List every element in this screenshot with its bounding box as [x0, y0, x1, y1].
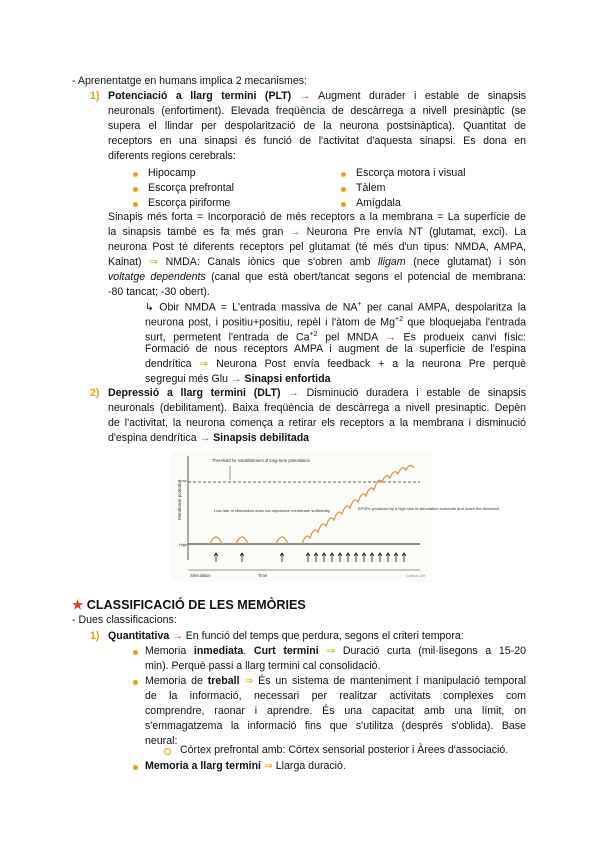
sub-line: neurona post, i positiu+positiu, repèl i l'àtom de $Mg^{+2}$ que bloquejaba l'entrada [145, 316, 526, 329]
bullet-icon [133, 650, 138, 655]
dlt-number: 2) [90, 387, 100, 399]
ltp-figure [170, 450, 500, 582]
para-line: neurona Post té diferents receptors pel glutamat (té més d'un tipus: NMDA, AMPA, [108, 241, 526, 253]
star-icon: ★ [72, 598, 84, 612]
bullet-icon [133, 765, 138, 770]
treball-sub: Córtex prefrontal amb: Córtex sensorial posterior i Àrees d'associació. [180, 744, 509, 756]
epsps-label: EPSPs produced by a high rate of stimulation summate and reach the threshold [358, 506, 500, 511]
dlt-line-4: d'espina dendrítica → Sinapsis debilitada [108, 432, 310, 444]
bullet-icon [133, 187, 138, 192]
dlt-line-1: Depressió a llarg termini (DLT) → Disminució duradera i estable de sinapsis [108, 387, 527, 399]
plt-line-1: Potenciació a llarg termini (PLT) → Augment durader i estable de sinapsis [108, 90, 527, 102]
stimulation-label: Stimulation [190, 573, 211, 578]
treball-line: comprendre, raonar i aprendre. És una capacitat amb una límit, on [145, 705, 526, 717]
para-line: la sinapsis també es fa més gran → Neurona Pre envía NT (glutamat, exci). La [108, 226, 526, 238]
quant-number: 1) [90, 630, 100, 642]
plt-line-2: neuronals (enfortiment). Elevada freqüència de descàrrega a nivell presinàptic (se [108, 105, 526, 117]
bullet-icon [341, 172, 346, 177]
para-line: Kainat) ⇒ NMDA: Canals iònics que s'obren amb lligam (nece glutamat) i són [108, 256, 526, 268]
sub-line: ↳ Obir NMDA = L'entrada massiva de NA+ per canal AMPA, despolaritza la [145, 301, 527, 314]
time-label: Time [258, 573, 268, 578]
bullet-icon [133, 680, 138, 685]
bullet-icon [133, 202, 138, 207]
plt-number: 1) [90, 90, 100, 102]
para-line: Sinapis més forta = Incorporació de més receptors a la membrana = La superfície de [108, 211, 526, 223]
sub-line: surt, permetent l'entrada de $Ca^{+2}$ pel MNDA → Es produeix canvi físic: [145, 331, 526, 344]
region-item: Amígdala [356, 197, 401, 209]
y-tick-low: Low [179, 478, 187, 483]
quant-line: Quantitativa → En funció del temps que perdura, segons el criteri tempora: [108, 630, 464, 642]
region-item: Hipocamp [148, 167, 196, 179]
region-item: Escorça piriforme [148, 197, 231, 209]
treball-line: neural: [145, 735, 178, 747]
y-axis-label: Membrane potential [177, 480, 182, 520]
llarg-line: Memoria a llarg termini ⇒ Llarga duració. [145, 760, 346, 772]
region-item: Tàlem [356, 182, 386, 194]
imm-line-1: Memoria inmediata. Curt termini ⇒ Duració curta (mil·lisegons a 15-20 [145, 645, 526, 657]
bullet-icon [341, 187, 346, 192]
treball-line: de la informació, necessari per realitzar activitats complexes com [145, 690, 526, 702]
figure-credit: Carlson 10e [406, 574, 426, 578]
intro-text: - Aprenentatge en humans implica 2 mecanismes: [72, 75, 307, 87]
plt-line-3: supera el llindar per despolarització de la neurona postsinàptica). Quantitat de [108, 120, 526, 132]
plt-line-4: receptors en una sinapsi és funció de l'activitat d'aquesta sinapsi. Es dona en [108, 135, 526, 147]
para-line: voltatge dependents (canal que està obert/tancat segons el potencial de membrana: [108, 271, 526, 283]
region-item: Escorça prefrontal [148, 182, 234, 194]
dlt-line-3: de l'activitat, la neurona comença a retirar els receptors a la membrana i disminució [108, 417, 526, 429]
circle-bullet-icon [164, 748, 171, 755]
y-tick-high: High [179, 542, 188, 547]
sub-line: segregui més Glu → Sinapsi enfortida [145, 373, 331, 385]
imm-line-2: min). Perquè passi a llarg termini cal consolidació. [145, 660, 381, 672]
bullet-icon [133, 172, 138, 177]
sub-line: dendrítica ⇒ Neurona Post envía feedback + a la neurona Pre perquè [145, 358, 526, 370]
dues-text: - Dues classificacions: [72, 614, 177, 626]
low-rate-label: Low rate of stimulation does not depolarize membrane sufficiently [214, 508, 330, 513]
dlt-line-2: neuronals (debilitament). Baixa freqüència de descàrrega a nivell presinaptic. Depèn [108, 402, 526, 414]
sub-line: Formació de nous receptors AMPA i augment de la superfície de l'espina [145, 343, 526, 355]
treball-line: Memoria de treball ⇒ És un sistema de manteniment i manipulació temporal [145, 675, 526, 687]
plt-line-5: diferents regions cerebrals: [108, 150, 236, 162]
bullet-icon [341, 202, 346, 207]
threshold-label: Threshold for establishment of long-term potentiation [212, 458, 310, 463]
treball-line: s'emmagatzema la informació fins que s'utilitza (després s'oblida). Base [145, 720, 526, 732]
region-item: Escorça motora i visual [356, 167, 466, 179]
para-line: -80 tancat; -30 obert). [108, 286, 210, 298]
section-title: ★ CLASSIFICACIÓ DE LES MEMÒRIES [72, 598, 306, 612]
